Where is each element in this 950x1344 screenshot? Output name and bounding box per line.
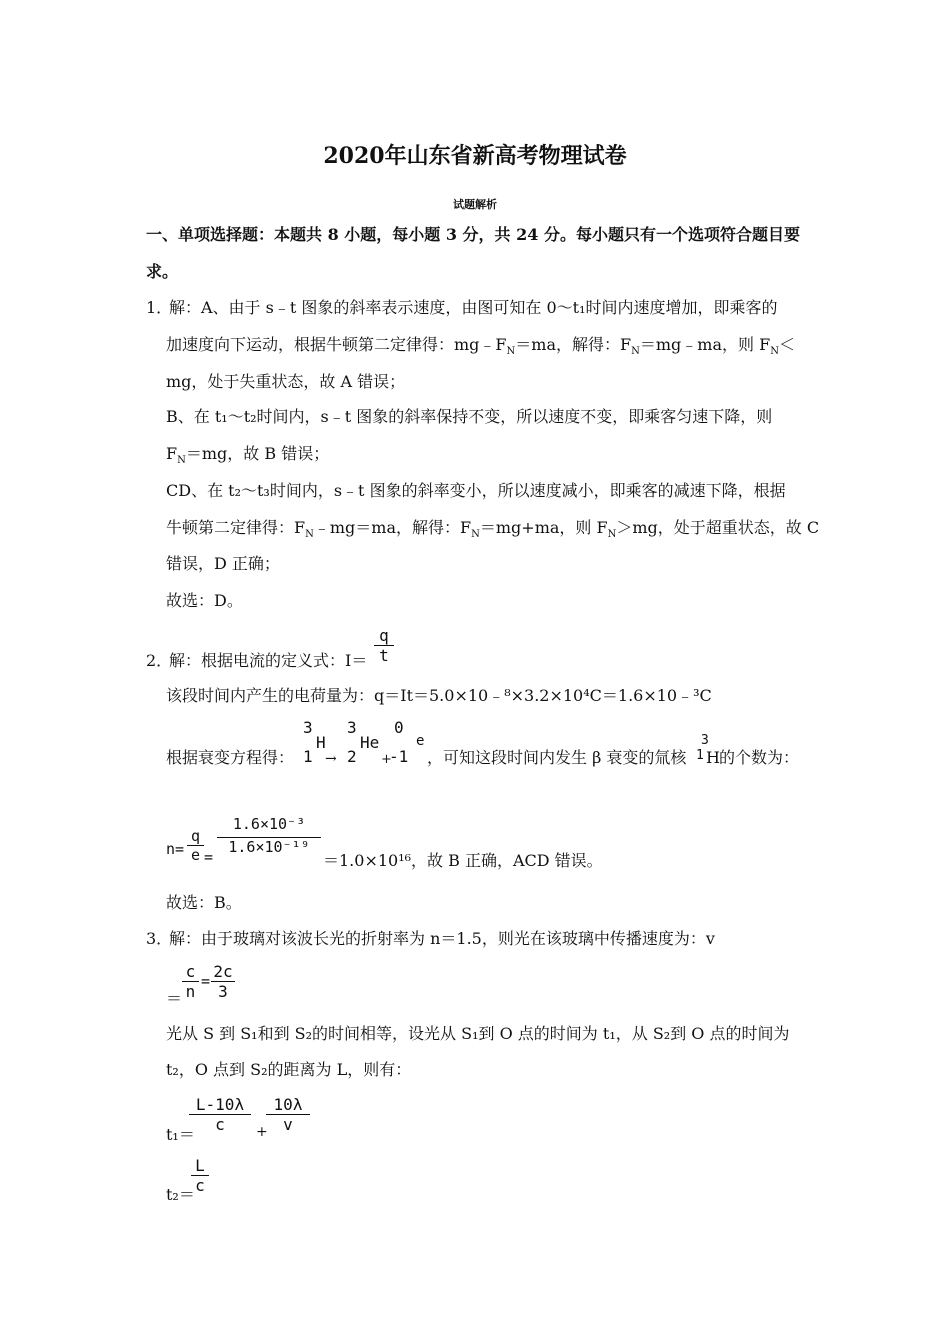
v-equals-2: = bbox=[201, 972, 211, 990]
n-fraction-values bbox=[217, 815, 321, 856]
fraction-denominator: n bbox=[182, 981, 199, 1001]
page-title: 2020年山东省新高考物理试卷 bbox=[323, 143, 627, 169]
q2-line3-end: 的个数为： bbox=[719, 748, 800, 767]
q3-line2: 光从 S 到 S₁和到 S₂的时间相等，设光从 S₁到 O 点的时间为 t₁，从 S₂到 O 点的时间为 bbox=[166, 1024, 790, 1043]
v-equals: ＝ bbox=[166, 989, 183, 1008]
t1-label: t₁＝ bbox=[166, 1125, 195, 1144]
fraction-denominator: 3 bbox=[211, 981, 235, 1001]
n-result: ＝1.0×10¹⁶，故 B 正确，ACD 错误。 bbox=[323, 851, 603, 870]
fraction-numerator: 1.6×10⁻³ bbox=[232, 815, 306, 833]
current-definition-fraction bbox=[374, 626, 394, 665]
t2-label: t₂＝ bbox=[166, 1185, 195, 1204]
fraction-numerator: 10λ bbox=[273, 1095, 303, 1114]
q2-line2: 该段时间内产生的电荷量为：q＝It＝5.0×10﹣⁸×3.2×10⁴C＝1.6×10﹣³C bbox=[166, 686, 712, 705]
q2-line1: 解：根据电流的定义式：I＝ bbox=[169, 651, 368, 670]
q1-line5: $F_N=mg$，故 B 错误； bbox=[166, 444, 330, 467]
fraction-numerator: L bbox=[195, 1156, 205, 1175]
tritium-charge: 1 bbox=[696, 748, 704, 763]
q2-line3-post: ，可知这段时间内发生 β 衰变的氚核 bbox=[427, 748, 687, 767]
t2-fraction bbox=[191, 1156, 209, 1195]
q3-number: 3． bbox=[146, 929, 173, 948]
fraction-denominator: t bbox=[374, 645, 394, 665]
decay-c-charge: -1 bbox=[389, 747, 409, 766]
q1-number: 1． bbox=[146, 298, 173, 317]
tritium-mass: 3 bbox=[701, 733, 709, 748]
q2-line5: 故选：B。 bbox=[166, 893, 242, 912]
fraction-denominator: v bbox=[266, 1114, 310, 1134]
fraction-numerator: 2c bbox=[213, 962, 233, 981]
t1-fraction-1 bbox=[189, 1095, 251, 1134]
fraction-numerator: L-10λ bbox=[195, 1095, 245, 1114]
q3-line1: 解：由于玻璃对该波长光的折射率为 n＝1.5，则光在该玻璃中传播速度为：v bbox=[169, 929, 715, 948]
decay-b-charge: 2 bbox=[347, 747, 357, 766]
decay-b-mass: 3 bbox=[347, 718, 357, 737]
v-fraction-2c-over-3 bbox=[211, 962, 235, 1001]
decay-c-symbol: e bbox=[416, 733, 425, 749]
decay-c-mass: 0 bbox=[394, 718, 404, 737]
q1-line1: 解：A、由于 s﹣t 图象的斜率表示速度，由图可知在 0～t₁时间内速度增加，即乘客的 bbox=[169, 298, 778, 317]
q1-line2: 加速度向下运动，根据牛顿第二定律得：$mg﹣F_N=ma$，解得：$F_N=mg﹣ma$，则 $F_N<$ bbox=[166, 335, 795, 358]
n-label: n= bbox=[166, 840, 185, 858]
fraction-denominator: c bbox=[189, 1114, 251, 1134]
section-heading-line2: 求。 bbox=[146, 262, 179, 281]
fraction-denominator: e bbox=[187, 845, 204, 864]
section-heading-line1: 一、单项选择题：本题共 8 小题，每小题 3 分，共 24 分。每小题只有一个选项符合题目要 bbox=[146, 225, 800, 244]
t1-plus: + bbox=[256, 1124, 268, 1140]
q1-line6: CD、在 t₂～t₃时间内，s﹣t 图象的斜率变小，所以速度减小，即乘客的减速下降，根据 bbox=[166, 481, 786, 500]
fraction-denominator: 1.6×10⁻¹⁹ bbox=[217, 837, 321, 856]
n-equals: = bbox=[204, 848, 214, 866]
tritium-symbol: H bbox=[706, 748, 720, 767]
page-subtitle: 试题解析 bbox=[453, 198, 497, 211]
q3-line3: t₂，O 点到 S₂的距离为 L，则有： bbox=[166, 1060, 412, 1079]
decay-plus: + bbox=[381, 752, 392, 767]
q1-line4: B、在 t₁～t₂时间内，s﹣t 图象的斜率保持不变，所以速度不变，即乘客匀速下降，则 bbox=[166, 407, 773, 426]
q2-line3-pre: 根据衰变方程得： bbox=[166, 748, 295, 767]
n-fraction-q-over-e bbox=[187, 827, 204, 864]
t1-fraction-2 bbox=[266, 1095, 310, 1134]
q1-line9: 故选：D。 bbox=[166, 591, 243, 610]
decay-b-symbol: He bbox=[360, 733, 380, 752]
fraction-numerator: q bbox=[379, 626, 389, 645]
q1-line7: 牛顿第二定律得：$F_N﹣mg=ma$，解得：$F_N=mg+ma$，则 $F_N>mg$，处于超重状态，故 C bbox=[166, 518, 820, 541]
q1-line8: 错误，D 正确； bbox=[166, 554, 280, 573]
fraction-denominator: c bbox=[191, 1175, 209, 1195]
fraction-numerator: q bbox=[190, 827, 201, 845]
decay-a-mass: 3 bbox=[303, 718, 313, 737]
q2-number: 2． bbox=[146, 651, 173, 670]
q1-line3: mg，处于失重状态，故 A 错误； bbox=[166, 372, 406, 391]
decay-a-charge: 1 bbox=[303, 747, 313, 766]
decay-a-symbol: H bbox=[316, 733, 326, 752]
v-fraction-c-over-n bbox=[182, 962, 199, 1001]
decay-arrow: → bbox=[325, 751, 337, 767]
fraction-numerator: c bbox=[185, 962, 196, 981]
